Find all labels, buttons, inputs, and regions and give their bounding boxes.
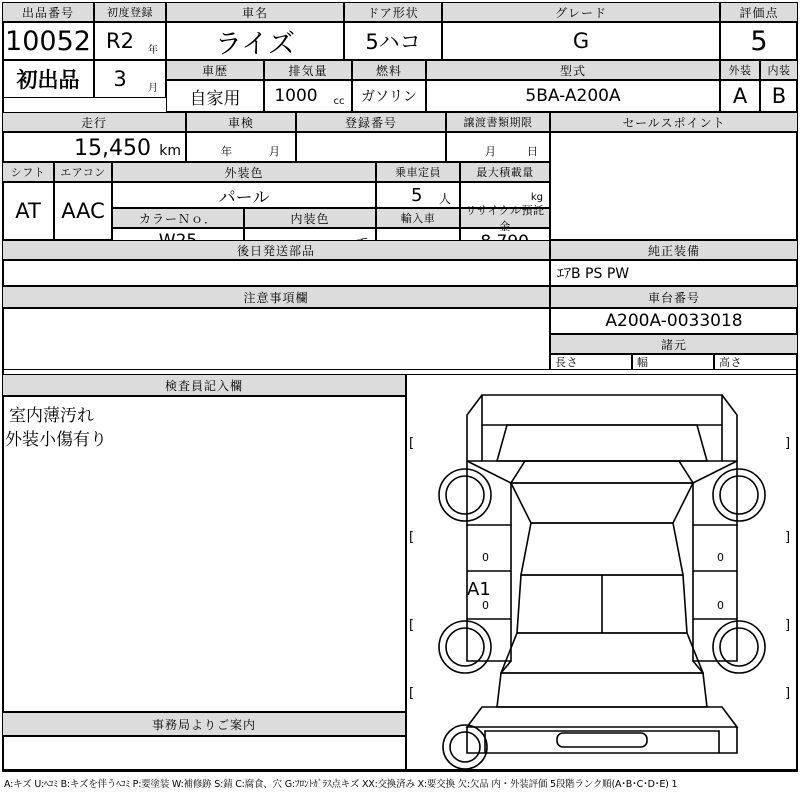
chassis-number-label: 車台番号 [550, 286, 798, 308]
car-damage-diagram [406, 374, 798, 770]
zero-mark-1: 0 [482, 551, 489, 564]
inspector-note-line-1: 室内薄汚れ [9, 406, 94, 426]
grade-value: G [442, 22, 720, 60]
recycle-fee-label: リサイクル預託金 [460, 208, 550, 228]
score-value: 5 [720, 22, 798, 60]
bracket-mark-2: ] [785, 436, 791, 451]
inspection-value: 年 月 [186, 132, 296, 162]
interior-color-label: 内装色 [244, 208, 376, 228]
import-label: 輸入車 [376, 208, 460, 228]
lot-number-value: 10052 [2, 22, 94, 60]
seats-label: 乗車定員 [376, 162, 460, 182]
legend-footnote: A:キズ U:ﾍｺﾐ B:キズを伴うﾍｺﾐ P:要塗装 W:補修跡 S:錆 C:腐食、穴 G:ﾌﾛﾝﾄｶﾞﾗｽ点キズ XX:交換済み X:要交換 欠:欠品 内・外装評価 5段階ランク順(A･B･C･D･E) 1 [4, 779, 678, 790]
door-type-value: 5ハコ [344, 22, 442, 60]
bracket-mark-8: ] [785, 686, 791, 701]
displacement-label: 排気量 [264, 60, 352, 80]
transfer-deadline-label: 譲渡書類期限 [446, 112, 550, 132]
bracket-mark-3: [ [409, 530, 415, 545]
chassis-number-value: A200A-0033018 [550, 308, 798, 334]
bracket-mark-4: ] [785, 530, 791, 545]
notes-value [2, 308, 550, 370]
zero-mark-4: 0 [717, 599, 724, 612]
bracket-mark-1: [ [409, 436, 415, 451]
first-registration-year: R2 年 [94, 22, 166, 60]
grade-label: グレード [442, 2, 720, 22]
office-notice-area [2, 736, 406, 770]
bracket-mark-5: [ [409, 618, 415, 633]
mileage-value: 15,450 km [2, 132, 186, 162]
sales-point-label: セールスポイント [550, 112, 798, 132]
zero-mark-3: 0 [482, 599, 489, 612]
later-parts-label: 後日発送部品 [2, 240, 550, 260]
fuel-value: ガソリン [352, 80, 426, 112]
dimensions-label: 諸元 [550, 334, 798, 354]
inspector-notes-area [2, 396, 406, 712]
bracket-mark-7: [ [409, 686, 415, 701]
ac-label: エアコン [54, 162, 112, 182]
inspection-label: 車検 [186, 112, 296, 132]
zero-mark-2: 0 [717, 551, 724, 564]
registration-number-label: 登録番号 [296, 112, 446, 132]
door-type-label: ドア形状 [344, 2, 442, 22]
shift-value: AT [2, 182, 54, 240]
model-label: 型式 [426, 60, 720, 80]
sales-point-value [550, 132, 798, 240]
first-exhibit-badge: 初出品 [2, 60, 94, 98]
fuel-label: 燃料 [352, 60, 426, 80]
ac-value: AAC [54, 182, 112, 240]
displacement-value: 1000 cc [264, 80, 352, 112]
inspector-notes-label: 検査員記入欄 [2, 374, 406, 396]
max-load-label: 最大積載量 [460, 162, 550, 182]
exterior-color-label: 外装色 [112, 162, 376, 182]
first-registration-label: 初度登録 [94, 2, 166, 22]
registration-number-value [296, 132, 446, 162]
first-registration-month: 3 月 [94, 60, 166, 98]
dimension-height-label: 高さ [714, 354, 798, 370]
interior-grade-value: B [760, 80, 798, 112]
history-label: 車歴 [166, 60, 264, 80]
dimension-width-label: 幅 [632, 354, 714, 370]
bracket-mark-6: ] [785, 618, 791, 633]
office-notice-label: 事務局よりご案内 [2, 712, 406, 736]
car-outline-svg [407, 375, 797, 769]
damage-mark-a1: A1 [467, 579, 491, 600]
exterior-grade-label: 外装 [720, 60, 760, 80]
notes-label: 注意事項欄 [2, 286, 550, 308]
history-value: 自家用 [166, 80, 264, 112]
lot-number-label: 出品番号 [2, 2, 94, 22]
shift-label: シフト [2, 162, 54, 182]
transfer-deadline-value: 月 日 [446, 132, 550, 162]
interior-grade-label: 内装 [760, 60, 798, 80]
score-label: 評価点 [720, 2, 798, 22]
model-value: 5BA-A200A [426, 80, 720, 112]
equipment-value: ｴｱB PS PW [550, 260, 798, 286]
car-name-value: ライズ [166, 22, 344, 60]
seats-value: 5 人 [376, 182, 460, 208]
max-load-value: kg [460, 182, 550, 208]
car-name-label: 車名 [166, 2, 344, 22]
dimension-length-label: 長さ [550, 354, 632, 370]
later-parts-value [2, 260, 550, 286]
inspector-note-line-2: 外装小傷有り [5, 430, 107, 450]
color-no-label: カラーＮｏ． [112, 208, 244, 228]
exterior-grade-value: A [720, 80, 760, 112]
equipment-label: 純正装備 [550, 240, 798, 260]
exterior-color-value: パール [112, 182, 376, 208]
mileage-label: 走行 [2, 112, 186, 132]
